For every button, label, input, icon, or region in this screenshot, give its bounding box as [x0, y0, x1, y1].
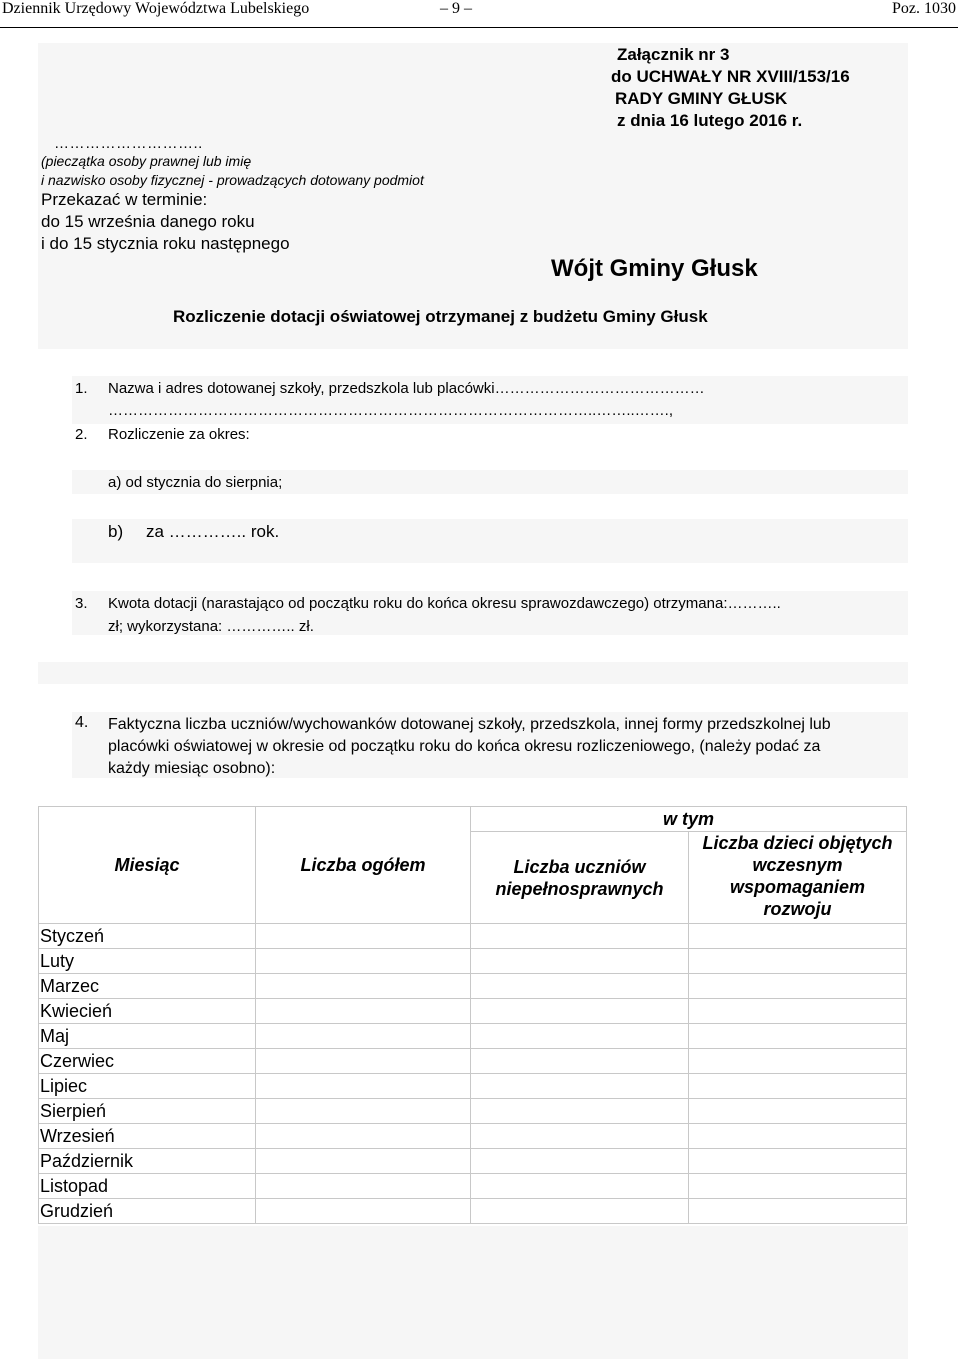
annex-line-3: RADY GMINY GŁUSK — [615, 89, 788, 108]
disabled-cell[interactable] — [471, 924, 689, 949]
month-cell: Grudzień — [39, 1199, 256, 1224]
table-row — [39, 1049, 907, 1074]
total-cell[interactable] — [256, 974, 471, 999]
section-3-line-2: zł; wykorzystana: ………….. zł. — [108, 618, 314, 635]
stamp-caption-line-1: (pieczątka osoby prawnej lub imię — [41, 153, 252, 169]
total-cell[interactable] — [256, 1199, 471, 1224]
early-support-cell[interactable] — [689, 1174, 907, 1199]
early-support-cell[interactable] — [689, 1074, 907, 1099]
disabled-cell[interactable] — [471, 1124, 689, 1149]
stamp-caption — [41, 152, 424, 190]
table-row — [39, 1124, 907, 1149]
stamp-caption-line-2: i nazwisko osoby fizycznej - prowadzących dotowany podmiot — [41, 172, 424, 188]
table-row — [39, 974, 907, 999]
disabled-cell[interactable] — [471, 999, 689, 1024]
header-month — [39, 807, 256, 924]
students-table — [38, 806, 907, 1224]
disabled-cell[interactable] — [471, 974, 689, 999]
total-cell[interactable] — [256, 1099, 471, 1124]
total-cell[interactable] — [256, 924, 471, 949]
month-cell: Luty — [39, 949, 256, 974]
disabled-cell[interactable] — [471, 1049, 689, 1074]
table-row — [39, 1024, 907, 1049]
document-title: Rozliczenie dotacji oświatowej otrzymanej z budżetu Gminy Głusk — [173, 307, 708, 326]
section-1-text: Nazwa i adres dotowanej szkoły, przedszkola lub placówki…………………………………… — [108, 380, 705, 397]
total-cell[interactable] — [256, 1149, 471, 1174]
annex-line-2: do UCHWAŁY NR XVIII/153/16 — [611, 67, 850, 86]
section-2a: a) od stycznia do sierpnia; — [108, 474, 283, 491]
header-early-support — [689, 832, 907, 924]
header-rule — [0, 27, 958, 28]
total-cell[interactable] — [256, 1124, 471, 1149]
total-cell[interactable] — [256, 1049, 471, 1074]
page-header-right: Poz. 1030 — [892, 0, 956, 17]
page-number: – 9 – — [440, 0, 472, 17]
page-header-left: Dziennik Urzędowy Województwa Lubelskiego — [2, 0, 310, 17]
early-support-cell[interactable] — [689, 1049, 907, 1074]
month-cell: Wrzesień — [39, 1124, 256, 1149]
bottom-shade — [38, 1226, 908, 1359]
annex-line-4: z dnia 16 lutego 2016 r. — [617, 111, 803, 130]
disabled-cell[interactable] — [471, 1074, 689, 1099]
table-row — [39, 1149, 907, 1174]
early-support-cell[interactable] — [689, 1024, 907, 1049]
table-row — [39, 1199, 907, 1224]
month-cell: Styczeń — [39, 924, 256, 949]
month-cell: Październik — [39, 1149, 256, 1174]
table-row — [39, 924, 907, 949]
addressee: Wójt Gminy Głusk — [551, 255, 758, 282]
total-cell[interactable] — [256, 1074, 471, 1099]
disabled-cell[interactable] — [471, 1199, 689, 1224]
month-cell: Maj — [39, 1024, 256, 1049]
header-month-text: Miesiąc — [114, 855, 180, 875]
section-3-line-1: Kwota dotacji (narastająco od początku roku do końca okresu sprawozdawczego) otrzymana:……….. — [108, 595, 781, 612]
early-support-cell[interactable] — [689, 974, 907, 999]
total-cell[interactable] — [256, 1024, 471, 1049]
table-row — [39, 1074, 907, 1099]
table-row — [39, 1174, 907, 1199]
total-cell[interactable] — [256, 999, 471, 1024]
month-cell: Lipiec — [39, 1074, 256, 1099]
deadline-label: Przekazać w terminie: — [41, 190, 208, 209]
total-cell[interactable] — [256, 949, 471, 974]
month-cell: Czerwiec — [39, 1049, 256, 1074]
annex-block — [611, 44, 850, 132]
disabled-cell[interactable] — [471, 1024, 689, 1049]
blank-shade — [38, 662, 908, 684]
early-support-cell[interactable] — [689, 949, 907, 974]
section-4-number: 4. — [75, 714, 89, 731]
header-total — [256, 807, 471, 924]
total-cell[interactable] — [256, 1174, 471, 1199]
section-1-number: 1. — [75, 380, 88, 397]
month-cell: Marzec — [39, 974, 256, 999]
section-4-line-3: każdy miesiąc osobno): — [108, 760, 276, 777]
section-2-text: Rozliczenie za okres: — [108, 426, 250, 443]
table-row — [39, 1099, 907, 1124]
section-4-line-1: Faktyczna liczba uczniów/wychowanków dotowanej szkoły, przedszkola, innej formy przedszkolnej lub — [108, 716, 831, 733]
month-cell: Listopad — [39, 1174, 256, 1199]
header-disabled-text: Liczba uczniów niepełnosprawnych — [495, 856, 664, 899]
early-support-cell[interactable] — [689, 999, 907, 1024]
annex-line-1: Załącznik nr 3 — [617, 45, 730, 64]
header-disabled — [471, 832, 689, 924]
deadline-block — [41, 189, 290, 255]
deadline-1: do 15 września danego roku — [41, 212, 255, 231]
section-2b-text: za ………….. rok. — [146, 522, 280, 541]
early-support-cell[interactable] — [689, 1149, 907, 1174]
early-support-cell[interactable] — [689, 1099, 907, 1124]
table-row — [39, 949, 907, 974]
disabled-cell[interactable] — [471, 949, 689, 974]
early-support-cell[interactable] — [689, 1124, 907, 1149]
section-4-text — [108, 714, 831, 780]
stamp-dots: ……………………….. — [54, 135, 203, 152]
early-support-cell[interactable] — [689, 924, 907, 949]
section-3-number: 3. — [75, 595, 88, 612]
disabled-cell[interactable] — [471, 1099, 689, 1124]
section-4-line-2: placówki oświatowej w okresie od początku roku do końca okresu rozliczeniowego, (należy podać za — [108, 738, 821, 755]
month-cell: Kwiecień — [39, 999, 256, 1024]
month-cell: Sierpień — [39, 1099, 256, 1124]
disabled-cell[interactable] — [471, 1149, 689, 1174]
header-total-text: Liczba ogółem — [300, 855, 426, 875]
header-group-text: w tym — [662, 809, 714, 829]
header-group — [471, 807, 907, 832]
table-row — [39, 999, 907, 1024]
early-support-cell[interactable] — [689, 1199, 907, 1224]
section-2-number: 2. — [75, 426, 88, 443]
table-body — [39, 924, 907, 1224]
disabled-cell[interactable] — [471, 1174, 689, 1199]
header-early-support-text: Liczba dzieci objętych wczesnym wspomaganiem rozwoju — [702, 833, 893, 919]
section-2b-label: b) — [108, 522, 124, 541]
section-1-continuation: ……………………………………………………………………………………..……..……., — [108, 402, 674, 419]
deadline-2: i do 15 stycznia roku następnego — [41, 234, 290, 253]
